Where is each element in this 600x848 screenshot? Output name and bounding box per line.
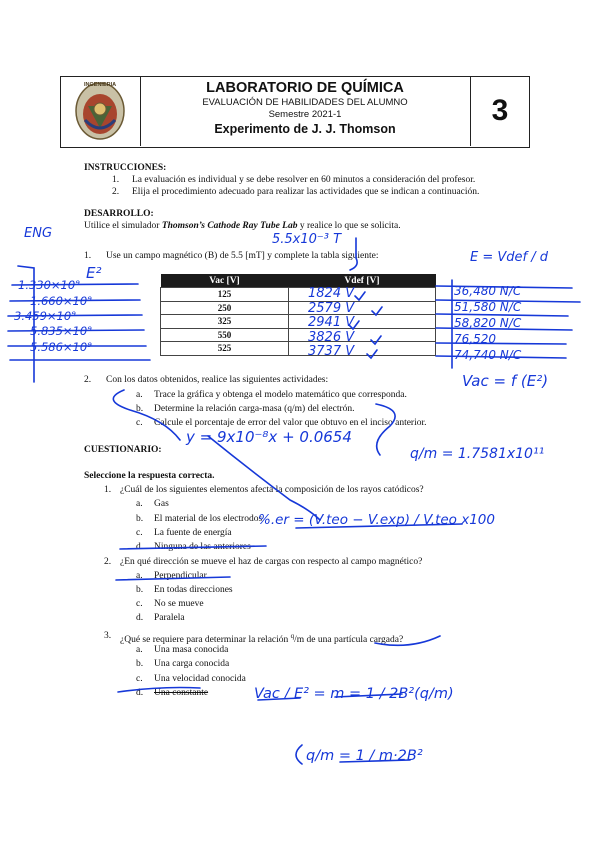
option-text: En todas direcciones — [154, 585, 233, 595]
hand-qm-result: q/m = 1.7581x10¹¹ — [410, 446, 545, 462]
question-num: 2. — [104, 557, 112, 567]
check-mark — [371, 336, 381, 344]
step-num: 2. — [84, 375, 92, 385]
option-letter: a. — [136, 645, 143, 655]
instruction-num: 2. — [112, 187, 120, 197]
option-letter: d. — [136, 542, 144, 552]
option-letter: b. — [136, 659, 144, 669]
option-letter: d. — [136, 688, 144, 698]
hand-vdef-value: 1824 V — [308, 286, 355, 301]
check-mark — [367, 350, 377, 358]
activity-item: Calcule el porcentaje de error del valor que obtuvo en el inciso anterior. — [154, 418, 427, 428]
option-letter: c. — [136, 599, 143, 609]
answer-underline — [375, 636, 440, 645]
hand-e2-label: E² — [86, 264, 102, 282]
hand-vdef-value: 3826 V — [308, 330, 355, 345]
option-text: Ninguna de las anteriores — [154, 542, 251, 552]
hand-e-value: 58,820 N/C — [454, 316, 522, 330]
hand-e-value: 36,480 N/C — [454, 284, 522, 298]
option-text: Perpendicular — [154, 571, 207, 581]
table-header-vac: Vac [V] — [161, 274, 289, 288]
check-mark — [355, 292, 365, 300]
activity-item: Trace la gráfica y obtenga el modelo matemático que corresponda. — [154, 390, 407, 400]
question-1-text: ¿Cuál de los siguientes elementos afecta la composición de los rayos catódicos? — [120, 485, 424, 495]
hand-eng: ENG — [24, 226, 53, 241]
questionnaire-heading: CUESTIONARIO: — [84, 445, 162, 455]
question-num: 1. — [104, 485, 112, 495]
instruction-num: 1. — [112, 175, 120, 185]
answer-underline — [118, 688, 200, 693]
hand-e-value: 51,580 N/C — [454, 300, 522, 314]
hand-e2-value: 3.459×10⁹ — [14, 309, 76, 323]
hand-vdef-value: 2941 V — [308, 315, 355, 330]
option-text: El material de los electrodos — [154, 514, 263, 524]
option-text: Gas — [154, 499, 169, 509]
hand-relation: Vac / E² = m = 1 / 2B²(q/m) — [254, 686, 454, 702]
hand-e-formula: E = Vdef / d — [470, 250, 548, 265]
intro-text: y realice lo que se solicita. — [297, 221, 401, 231]
option-text: No se mueve — [154, 599, 204, 609]
activity-letter: b. — [136, 404, 144, 414]
questionnaire-subheading: Seleccione la respuesta correcta. — [84, 471, 215, 481]
logo-text: INGENIERIA — [84, 82, 117, 88]
option-text: Una velocidad conocida — [154, 674, 246, 684]
ratio-q: q — [290, 632, 295, 640]
option-letter: a. — [136, 571, 143, 581]
question-2-text: ¿En qué dirección se mueve el haz de cargas con respecto al campo magnético? — [120, 557, 423, 567]
option-text: Una constante — [154, 688, 209, 698]
option-text: La fuente de energía — [154, 528, 232, 538]
option-text: Una carga conocida — [154, 659, 230, 669]
hand-vdef-value: 2579 V — [308, 301, 355, 316]
question-text: de una partícula cargada? — [304, 635, 404, 646]
development-heading: DESARROLLO: — [84, 209, 154, 219]
page-subtitle: EVALUACIÓN DE HABILIDADES DEL ALUMNO — [202, 97, 408, 108]
option-letter: c. — [136, 528, 143, 538]
activity-item: Determine la relación carga-masa (q/m) del electrón. — [154, 404, 355, 414]
activity-letter: a. — [136, 390, 143, 400]
semester-label: Semestre 2021-1 — [268, 109, 342, 120]
option-letter: c. — [136, 674, 143, 684]
option-letter: b. — [136, 514, 144, 524]
hand-e-value: 74,740 N/C — [454, 348, 522, 362]
step-num: 1. — [84, 251, 92, 261]
option-letter: a. — [136, 499, 143, 509]
option-letter: d. — [136, 613, 144, 623]
table-header-vdef: Vdef [V] — [288, 274, 435, 288]
answer-underline — [120, 546, 266, 549]
ink-curve — [296, 745, 302, 764]
option-letter: b. — [136, 585, 144, 595]
vac-cell: 250 — [161, 301, 289, 315]
simulator-name: Thomson’s Cathode Ray Tube Lab — [161, 221, 298, 231]
hand-e2-value: 1.330×10⁹ — [18, 278, 80, 292]
hand-model: y = 9x10⁻⁸x + 0.0654 — [186, 428, 352, 446]
page-title: LABORATORIO DE QUÍMICA — [206, 80, 404, 96]
vac-cell: 125 — [161, 288, 289, 302]
hand-qm-formula: q/m = 1 / m·2B² — [306, 748, 423, 764]
check-mark — [372, 307, 382, 315]
ink-curve — [376, 404, 395, 455]
question-text: ¿Qué se requiere para determinar la relación — [120, 635, 291, 646]
hand-e-value: 76,520 — [454, 332, 496, 346]
option-text: Una masa conocida — [154, 645, 229, 655]
ink-curve — [208, 436, 320, 520]
step-2-text: Con los datos obtenidos, realice las siguientes actividades: — [106, 375, 329, 385]
option-text: Paralela — [154, 613, 185, 623]
instruction-item: Elija el procedimiento adecuado para realizar las actividades que se indican a continuación. — [132, 187, 480, 197]
hand-error-formula: %.er = (V.teo − V.exp) / V.teo x100 — [258, 512, 495, 528]
ratio-m: /m — [294, 635, 305, 646]
activity-letter: c. — [136, 418, 143, 428]
hand-e2-value: 5.835×10⁹ — [30, 324, 92, 338]
hand-e2-value: 5.586×10⁹ — [30, 340, 92, 354]
ink-curve — [113, 390, 180, 440]
vac-cell: 325 — [161, 315, 289, 329]
vac-cell: 550 — [161, 328, 289, 342]
vac-cell: 525 — [161, 342, 289, 356]
hand-e2-value: 1.660×10⁹ — [30, 294, 92, 308]
step-1-text: Use un campo magnético (B) de 5.5 [mT] y complete la tabla siguiente: — [106, 251, 379, 261]
ink-curve — [350, 238, 357, 270]
hand-b-value: 5.5x10⁻³ T — [272, 232, 342, 247]
instructions-heading: INSTRUCCIONES: — [84, 163, 167, 173]
question-num: 3. — [104, 631, 112, 641]
hand-vdef-value: 3737 V — [308, 344, 355, 359]
answer-underline — [116, 577, 230, 580]
experiment-title: Experimento de J. J. Thomson — [214, 122, 396, 136]
intro-text: Utilice el simulador — [84, 221, 162, 231]
instruction-item: La evaluación es individual y se debe resolver en 60 minutos a consideración del profesor. — [132, 175, 476, 185]
hand-vac-relation: Vac = f (E²) — [462, 372, 549, 390]
experiment-number: 3 — [470, 76, 529, 146]
